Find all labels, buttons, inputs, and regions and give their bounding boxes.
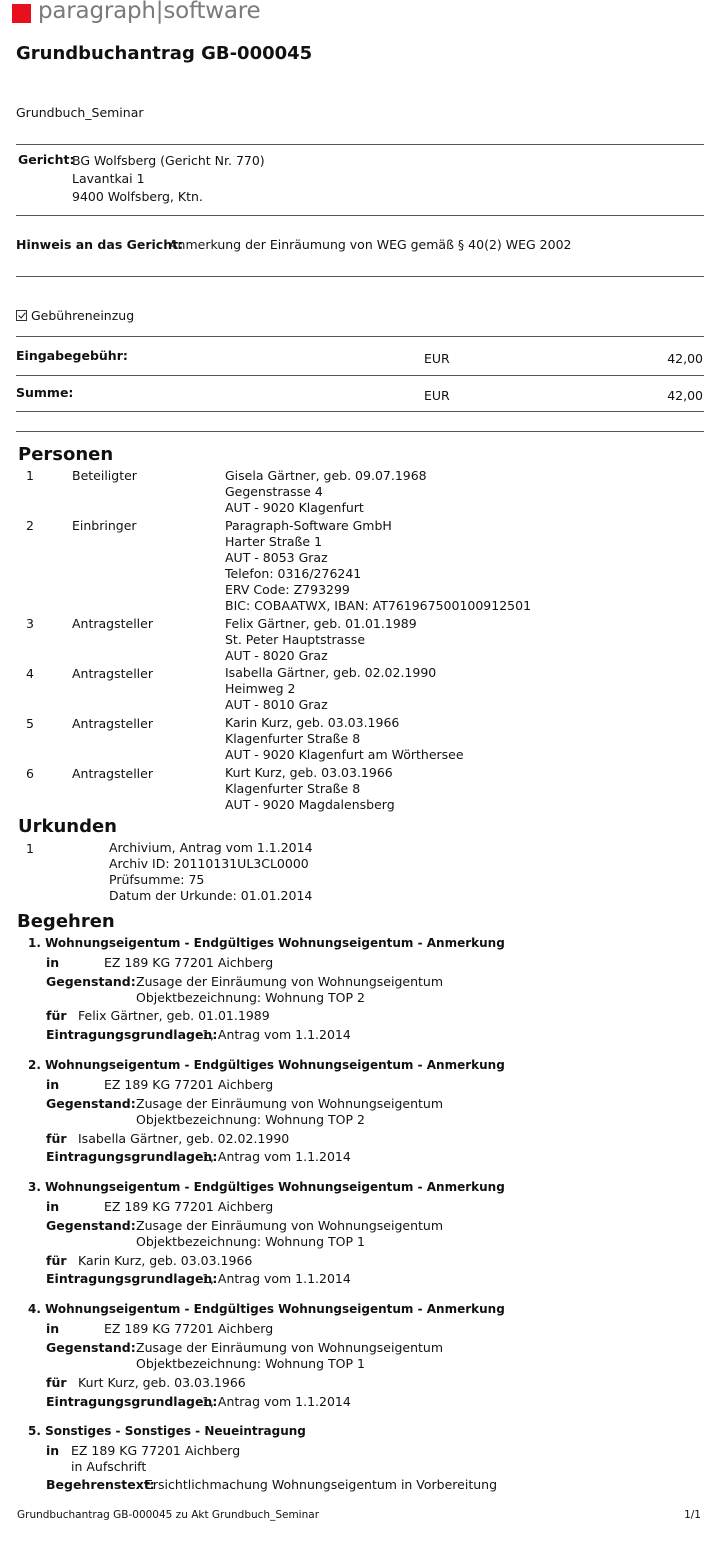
- person-rolle: Antragsteller: [72, 766, 153, 781]
- fuer-value: Karin Kurz, geb. 03.03.1966: [78, 1253, 253, 1268]
- begehren-title: 5. Sonstiges - Sonstiges - Neueintragung: [28, 1424, 306, 1438]
- fuer-label: für: [46, 1375, 67, 1390]
- divider: [16, 144, 704, 145]
- in-label: in: [46, 955, 60, 970]
- fuer-label: für: [46, 1131, 67, 1146]
- gegenstand-label: Gegenstand:: [46, 1096, 136, 1111]
- gericht-label: Gericht:: [18, 152, 75, 167]
- person-details: Isabella Gärtner, geb. 02.02.1990 Heimweg 2 AUT - 8010 Graz: [225, 665, 437, 712]
- urkunden-heading: Urkunden: [18, 816, 117, 837]
- person-nr: 4: [26, 666, 34, 681]
- fuer-value: Kurt Kurz, geb. 03.03.1966: [78, 1375, 246, 1390]
- grundlagen-value: 1, Antrag vom 1.1.2014: [202, 1271, 351, 1286]
- person-nr: 2: [26, 518, 34, 533]
- fuer-value: Isabella Gärtner, geb. 02.02.1990: [78, 1131, 290, 1146]
- eingabe-currency: EUR: [424, 351, 450, 366]
- person-rolle: Antragsteller: [72, 616, 153, 631]
- in-label: in: [46, 1443, 60, 1458]
- in-value: EZ 189 KG 77201 Aichberg: [104, 1077, 274, 1092]
- divider: [16, 276, 704, 277]
- page-title: Grundbuchantrag GB-000045: [16, 43, 313, 64]
- begehren-title: 4. Wohnungseigentum - Endgültiges Wohnungseigentum - Anmerkung: [28, 1302, 505, 1316]
- begehrenstext-value: Ersichtlichmachung Wohnungseigentum in Vorbereitung: [145, 1477, 498, 1492]
- personen-heading: Personen: [18, 444, 114, 465]
- grundlagen-value: 1, Antrag vom 1.1.2014: [202, 1149, 351, 1164]
- in-value: EZ 189 KG 77201 Aichberg: [104, 1321, 274, 1336]
- begehrenstext-label: Begehrenstext:: [46, 1477, 155, 1492]
- in-value: EZ 189 KG 77201 Aichberg: [104, 955, 274, 970]
- person-details: Paragraph-Software GmbH Harter Straße 1 AUT - 8053 Graz Telefon: 0316/276241 ERV Code: Z793299 BIC: COBAATWX, IBAN: AT761967500100912501: [225, 518, 532, 613]
- fuer-label: für: [46, 1253, 67, 1268]
- person-rolle: Beteiligter: [72, 468, 137, 483]
- divider: [16, 336, 704, 337]
- akt-name: Grundbuch_Seminar: [16, 105, 144, 120]
- in-label: in: [46, 1321, 60, 1336]
- urkunde-details: Archivium, Antrag vom 1.1.2014 Archiv ID: 20110131UL3CL0000 Prüfsumme: 75 Datum der Urkunde: 01.01.2014: [109, 840, 313, 903]
- person-nr: 3: [26, 616, 34, 631]
- divider: [16, 375, 704, 376]
- person-details: Kurt Kurz, geb. 03.03.1966 Klagenfurter Straße 8 AUT - 9020 Magdalensberg: [225, 765, 395, 812]
- urkunde-nr: 1: [26, 841, 34, 856]
- gegenstand-value: Zusage der Einräumung von Wohnungseigentum Objektbezeichnung: Wohnung TOP 1: [136, 1218, 444, 1249]
- begehren-title: 3. Wohnungseigentum - Endgültiges Wohnungseigentum - Anmerkung: [28, 1180, 505, 1194]
- begehren-heading: Begehren: [17, 911, 115, 932]
- person-rolle: Antragsteller: [72, 716, 153, 731]
- grundlagen-label: Eintragungsgrundlagen:: [46, 1394, 218, 1409]
- person-rolle: Antragsteller: [72, 666, 153, 681]
- divider: [16, 411, 704, 412]
- grundlagen-value: 1, Antrag vom 1.1.2014: [202, 1027, 351, 1042]
- in-value: EZ 189 KG 77201 Aichberg: [104, 1199, 274, 1214]
- hinweis-label: Hinweis an das Gericht:: [16, 237, 184, 252]
- grundlagen-label: Eintragungsgrundlagen:: [46, 1271, 218, 1286]
- person-nr: 1: [26, 468, 34, 483]
- in-value: EZ 189 KG 77201 Aichberg in Aufschrift: [71, 1443, 241, 1474]
- summe-label: Summe:: [16, 385, 74, 400]
- gebuehreneinzug-checkbox[interactable]: [16, 310, 27, 321]
- grundlagen-label: Eintragungsgrundlagen:: [46, 1149, 218, 1164]
- gegenstand-label: Gegenstand:: [46, 1218, 136, 1233]
- gericht-address: BG Wolfsberg (Gericht Nr. 770) Lavantkai 1 9400 Wolfsberg, Ktn.: [72, 153, 265, 204]
- person-details: Felix Gärtner, geb. 01.01.1989 St. Peter Hauptstrasse AUT - 8020 Graz: [225, 616, 417, 663]
- footer-left: Grundbuchantrag GB-000045 zu Akt Grundbuch_Seminar: [17, 1509, 320, 1521]
- gegenstand-value: Zusage der Einräumung von Wohnungseigentum Objektbezeichnung: Wohnung TOP 2: [136, 1096, 444, 1127]
- person-nr: 6: [26, 766, 34, 781]
- grundlagen-label: Eintragungsgrundlagen:: [46, 1027, 218, 1042]
- hinweis-text: Anmerkung der Einräumung von WEG gemäß § 40(2) WEG 2002: [169, 237, 572, 252]
- in-label: in: [46, 1077, 60, 1092]
- grundlagen-value: 1, Antrag vom 1.1.2014: [202, 1394, 351, 1409]
- gegenstand-label: Gegenstand:: [46, 974, 136, 989]
- logo-mark: [12, 4, 31, 23]
- gegenstand-value: Zusage der Einräumung von Wohnungseigentum Objektbezeichnung: Wohnung TOP 2: [136, 974, 444, 1005]
- fuer-label: für: [46, 1008, 67, 1023]
- summe-amount: 42,00: [667, 388, 703, 403]
- person-details: Gisela Gärtner, geb. 09.07.1968 Gegenstrasse 4 AUT - 9020 Klagenfurt: [225, 468, 427, 515]
- person-rolle: Einbringer: [72, 518, 137, 533]
- gegenstand-label: Gegenstand:: [46, 1340, 136, 1355]
- gegenstand-value: Zusage der Einräumung von Wohnungseigentum Objektbezeichnung: Wohnung TOP 1: [136, 1340, 444, 1371]
- eingabe-amount: 42,00: [667, 351, 703, 366]
- person-details: Karin Kurz, geb. 03.03.1966 Klagenfurter Straße 8 AUT - 9020 Klagenfurt am Wörthersee: [225, 715, 464, 762]
- eingabe-label: Eingabegebühr:: [16, 348, 128, 363]
- summe-currency: EUR: [424, 388, 450, 403]
- divider: [16, 215, 704, 216]
- begehren-title: 1. Wohnungseigentum - Endgültiges Wohnungseigentum - Anmerkung: [28, 936, 505, 950]
- page-number: 1/1: [684, 1509, 701, 1521]
- divider: [16, 431, 704, 432]
- fuer-value: Felix Gärtner, geb. 01.01.1989: [78, 1008, 270, 1023]
- person-nr: 5: [26, 716, 34, 731]
- gebuehreneinzug-label: Gebühreneinzug: [31, 308, 135, 323]
- begehren-title: 2. Wohnungseigentum - Endgültiges Wohnungseigentum - Anmerkung: [28, 1058, 505, 1072]
- in-label: in: [46, 1199, 60, 1214]
- logo: paragraph|software: [38, 0, 261, 24]
